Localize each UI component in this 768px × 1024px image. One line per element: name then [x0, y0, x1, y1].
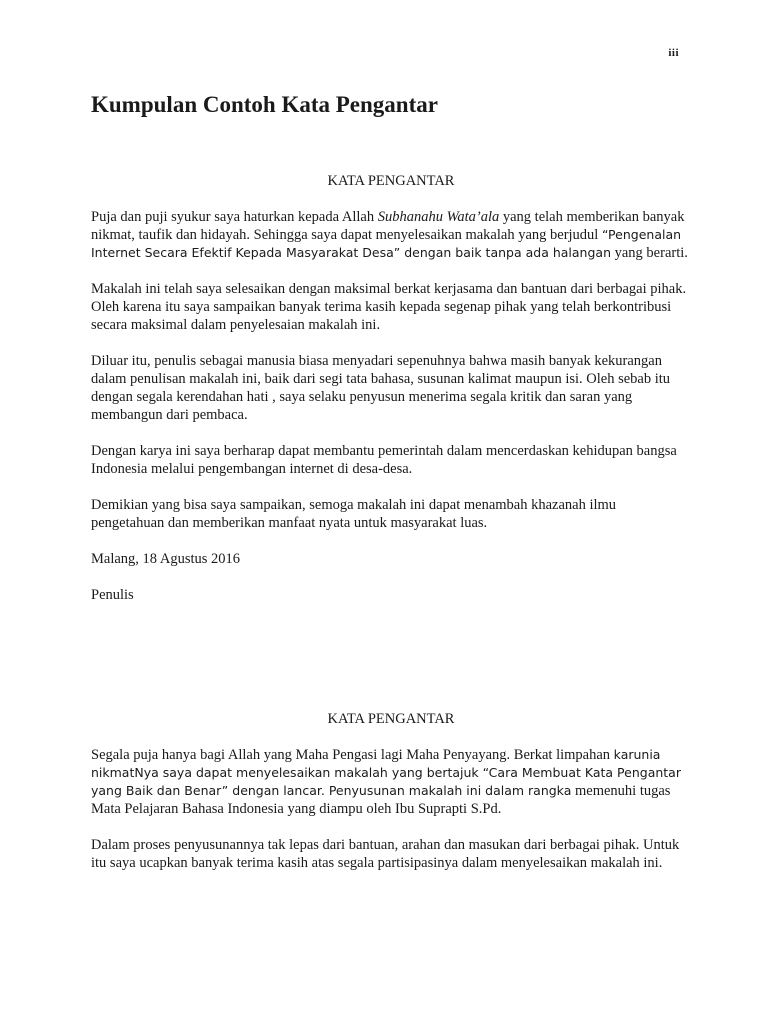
page-number: iii: [668, 47, 679, 59]
section-heading: KATA PENGANTAR: [327, 173, 455, 189]
paragraph-limitations: Diluar itu, penulis sebagai manusia biasa menyadari sepenuhnya bahwa masih banyak kekurangan dalam penulisan makalah ini, baik dari segi tata bahasa, susunan kalimat maupun isi. Oleh sebab itu dengan segala kerendahan hati , saya selaku penyusun menerima segala kritik dan saran yang membangun dari pembaca.: [91, 353, 671, 423]
author-line: Penulis: [91, 587, 134, 603]
paragraph-text-sans: “Pengenalan Internet Secara Efektif Kepada Masyarakat Desa” dengan baik tanpa ada halangan: [91, 227, 682, 260]
paragraph-closing: Demikian yang bisa saya sampaikan, semoga makalah ini dapat menambah khazanah ilmu pengetahuan dan memberikan manfaat nyata untuk masyarakat luas.: [91, 497, 617, 531]
preface-section-2: [91, 710, 691, 890]
paragraph-hope: Dengan karya ini saya berharap dapat membantu pemerintah dalam mencerdaskan kehidupan bangsa Indonesia melalui pengembangan internet di desa-desa.: [91, 443, 677, 477]
date-line: Malang, 18 Agustus 2016: [91, 551, 241, 567]
section-heading: KATA PENGANTAR: [327, 711, 455, 727]
paragraph-thanks: Makalah ini telah saya selesaikan dengan maksimal berkat kerjasama dan bantuan dari berbagai pihak. Oleh karena itu saya sampaikan banyak terima kasih kepada segenap pihak yang telah berkontribusi secara maksimal dalam penyelesaian makalah ini.: [91, 281, 687, 333]
document-title: Kumpulan Contoh Kata Pengantar: [91, 92, 438, 117]
paragraph-text: Segala puja hanya bagi Allah yang Maha Pengasi lagi Maha Penyayang. Berkat limpahan: [91, 747, 614, 763]
paragraph-text-sans: karunia nikmatNya saya dapat menyelesaikan makalah yang bertajuk “Cara Membuat Kata Pengantar yang Baik dan Benar” dengan lancar. Penyusunan makalah ini dalam rangka: [91, 747, 681, 798]
italic-phrase: Subhanahu Wata’ala: [377, 209, 500, 225]
paragraph-text: memenuhi tugas Mata Pelajaran Bahasa Indonesia yang diampu oleh Ibu Suprapti S.Pd.: [91, 783, 671, 817]
preface-section-1: [91, 172, 691, 622]
paragraph-thanks: Dalam proses penyusunannya tak lepas dari bantuan, arahan dan masukan dari berbagai pihak. Untuk itu saya ucapkan banyak terima kasih atas segala partisipasinya dalam menyelesaikan makalah ini.: [91, 837, 680, 871]
paragraph-text: yang telah memberikan banyak nikmat, taufik dan hidayah. Sehingga saya dapat menyelesaikan makalah yang berjudul: [91, 209, 685, 243]
paragraph-opening: [91, 746, 691, 818]
paragraph-text: yang berarti.: [611, 245, 688, 261]
paragraph-opening: [91, 208, 691, 262]
paragraph-text: Puja dan puji syukur saya haturkan kepada Allah: [91, 209, 378, 225]
